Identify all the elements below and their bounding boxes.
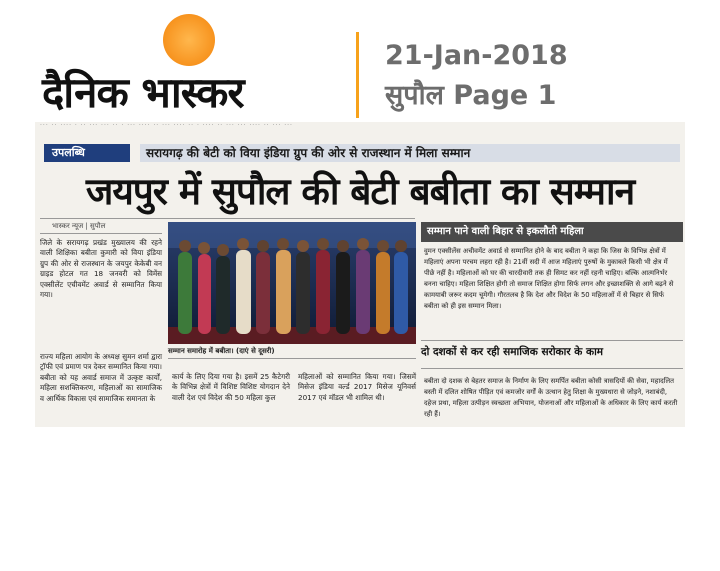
column-1-para-2: राज्य महिला आयोग के अध्यक्ष सुमन शर्मा द्वारा ट्रॉफी एवं प्रमाण पत्र देकर सम्मानित किया गया। बबीता को यह अवार्ड समाज में उत्कृष्ट कार्यों, महिला सशक्तिकरण, महिलाओं का सामाजिक व आर्थिक विकास एवं सामाजिक समानता के bbox=[40, 352, 162, 403]
clipping-top-strip: ··· ·· ···· · ·· ··· ··· ·· · ··· ···· ·· ··· ···· ·· · ···· ·· ··· ··· ···· ·· ··· ··· bbox=[40, 122, 293, 129]
byline: भास्कर न्यूज | सुपौल bbox=[52, 222, 106, 230]
kicker-label: उपलब्धि bbox=[44, 144, 130, 162]
award-ceremony-image bbox=[168, 222, 416, 344]
sun-logo-icon bbox=[163, 14, 215, 66]
masthead-divider bbox=[356, 32, 359, 118]
divider bbox=[421, 368, 683, 369]
sidebar-body-2: बबीता दो दशक से बेहतर समाज के निर्माण के लिए समर्पित बबीता कोसी त्रासदियों की सेवा, महादलित बस्ती में दलित शोषित पीड़ित एवं कमजोर वर्गों के उत्थान हेतु शिक्षा के मुख्यधारा से जोड़ने, नशाबंदी, दहेज प्रथा, महिला उत्पीड़न स्वच्छता अभियान, योजनाओं और महिलाओं के अधिकार के लिए कार्य करती रही हैं। bbox=[424, 377, 678, 418]
edition-page: सुपौल Page 1 bbox=[385, 80, 557, 111]
divider bbox=[168, 358, 416, 359]
edition-date: 21-Jan-2018 bbox=[385, 40, 568, 71]
divider bbox=[421, 340, 683, 341]
divider bbox=[40, 218, 415, 219]
column-2: कार्य के लिए दिया गया है। इसमें 25 कैटेगरी के विभिन्न क्षेत्रों में विशिष्ट विशिष्ट योगदान देने वाली देश एवं विदेश की 50 महिला कुल bbox=[172, 372, 290, 402]
kicker-text: सरायगढ़ की बेटी को विया इंडिया ग्रुप की ओर से राजस्थान में मिला सम्मान bbox=[140, 144, 680, 162]
sidebar-heading: सम्मान पाने वाली बिहार से इकलौती महिला bbox=[421, 222, 683, 242]
photo-caption: सम्मान समारोह में बबीता। (दाएं से दूसरी) bbox=[168, 347, 275, 355]
award-ceremony-photo bbox=[168, 222, 416, 344]
sidebar-body: वुमन एक्सीलेंस अचीवमेंट अवार्ड से सम्मानित होने के बाद बबीता ने कहा कि जिस के विभिन्न क्षेत्रों में महिलाएं अपना परचम लहरा रही है। 21वीं सदी में आज महिलाएं पुरुषों के मुकाबले किसी भी क्षेत्र में पीछे नहीं है। महिलाओं को घर की चारदीवारी तक ही सिमट कर नहीं रहनी चाहिए। बल्कि आत्मनिर्भर बनना चाहिए। महिला शिक्षित होगी तो समाज शिक्षित होगा सिर्फ लगन और इच्छाशक्ति से आगे बढ़ने से कामयाबी जरूर कदम चूमेगी। गौरतलब है कि देश और विदेश के 50 महिलाओं में से बिहार से सिर्फ बबीता को ही इस सम्मान मिला। bbox=[424, 247, 674, 310]
column-3: महिलाओं को सम्मानित किया गया। जिसमें मिसेज इंडिया वर्ल्ड 2017 मिसेज यूनिवर्स 2017 एवं मॉडल भी शामिल थी। bbox=[298, 372, 416, 402]
newspaper-brand: दैनिक भास्कर bbox=[42, 68, 244, 117]
article-headline: जयपुर में सुपौल की बेटी बबीता का सम्मान bbox=[85, 169, 635, 213]
column-1-para-1: जिले के सरायगढ़ प्रखंड मुख्यालय की रहने वाली शिक्षिका बबीता कुमारी को विया इंडिया ग्रुप की ओर से राजस्थान के जयपुर केकेबी वन ग्राइड होटल गत 18 जनवरी को विमेंस एक्सीलेंट एचीवमेंट अवार्ड से सम्मानित किया गया। bbox=[40, 238, 162, 300]
divider bbox=[40, 233, 162, 234]
sidebar-heading-2: दो दशकों से कर रही समाजिक सरोकार के काम bbox=[421, 346, 604, 358]
